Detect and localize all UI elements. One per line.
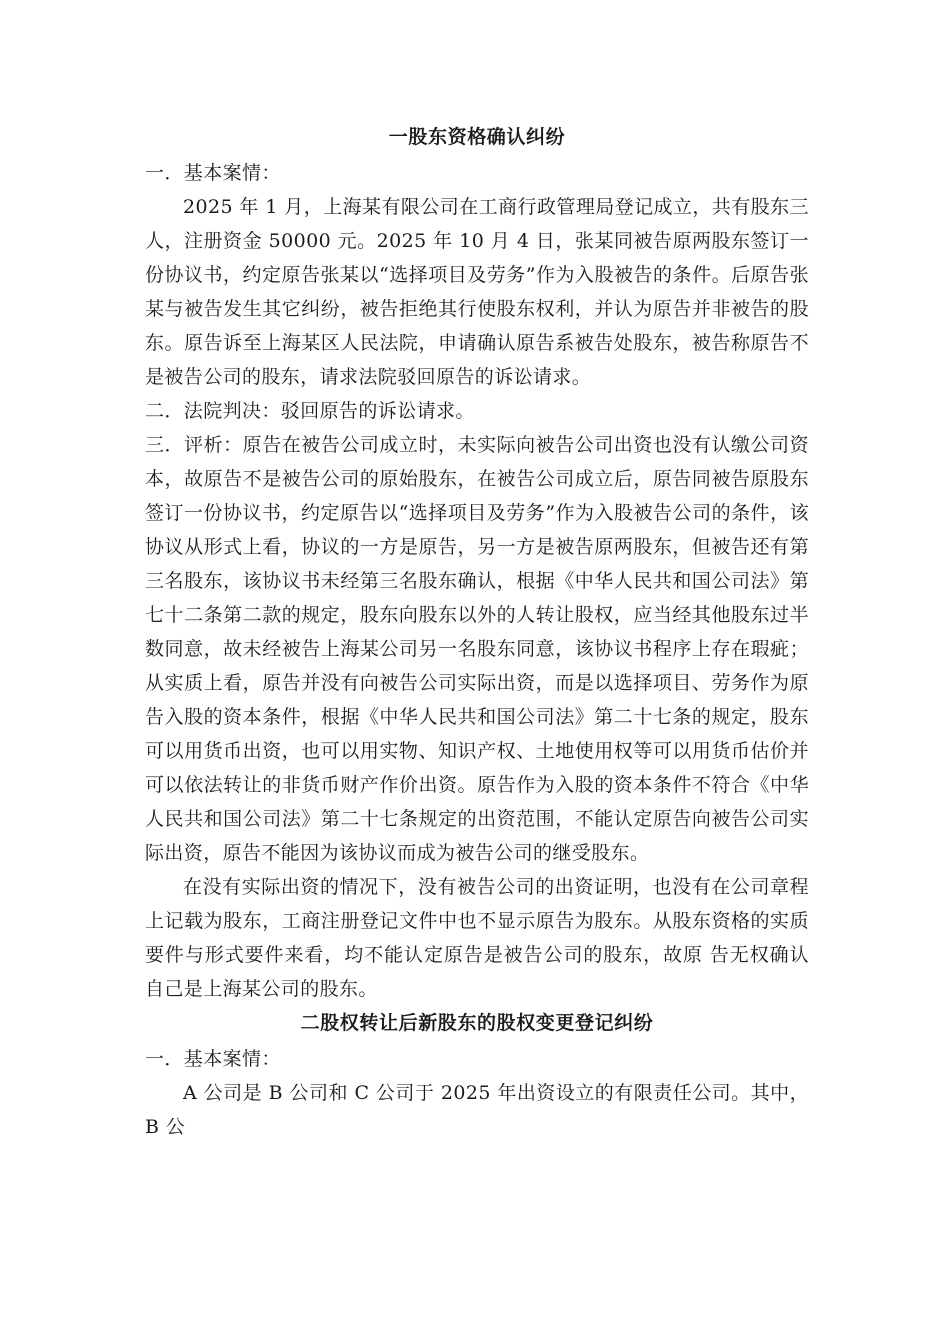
case-1-analysis: 三．评析：原告在被告公司成立时，未实际向被告公司出资也没有认缴公司资本，故原告不是被告公司的原始股东，在被告公司成立后，原告同被告原股东签订一份协议书，约定原告以“选择项目及劳务”作为入股被告公司的条件，该协议从形式上看，协议的一方是原告，另一方是被告原两股东，但被告还有第三名股东，该协议书未经第三名股东确认，根据《中华人民共和国公司法》第七十二条第二款的规定，股东向股东以外的人转让股权，应当经其他股东过半数同意，故未经被告上海某公司另一名股东同意，该协议书程序上存在瑕疵；从实质上看，原告并没有向被告公司实际出资，而是以选择项目、劳务作为原告入股的资本条件，根据《中华人民共和国公司法》第二十七条的规定，股东可以用货币出资，也可以用实物、知识产权、土地使用权等可以用货币估价并可以依法转让的非货币财产作价出资。原告作为入股的资本条件不符合《中华人民共和国公司法》第二十七条规定的出资范围，不能认定原告向被告公司实际出资，原告不能因为该协议而成为被告公司的继受股东。 (145, 434, 809, 864)
case-1-title: 一股东资格确认纠纷 (388, 126, 566, 148)
case-2-facts: A 公司是 B 公司和 C 公司于 2025 年出资设立的有限责任公司。其中，B 公 (145, 1082, 809, 1138)
document-body (145, 120, 809, 1144)
case-1-facts: 2025 年 1 月，上海某有限公司在工商行政管理局登记成立，共有股东三人，注册资金 50000 元。2025 年 10 月 4 日，张某同被告原两股东签订一份协议书，约定原告张某以“选择项目及劳务”作为入股被告的条件。后原告张某与被告发生其它纠纷，被告拒绝其行使股东权利，并认为原告并非被告的股东。原告诉至上海某区人民法院，申请确认原告系被告处股东，被告称原告不是被告公司的股东，请求法院驳回原告的诉讼请求。 (145, 196, 809, 388)
case-1-judgment: 二．法院判决：驳回原告的诉讼请求。 (145, 400, 475, 422)
case-2-basic-heading: 一．基本案情： (145, 1048, 281, 1070)
case-1-basic-heading: 一．基本案情： (145, 162, 281, 184)
case-2-title: 二股权转让后新股东的股权变更登记纠纷 (300, 1012, 654, 1034)
case-1-conclusion: 在没有实际出资的情况下，没有被告公司的出资证明，也没有在公司章程上记载为股东，工商注册登记文件中也不显示原告为股东。从股东资格的实质要件与形式要件来看，均不能认定原告是被告公司的股东，故原 告无权确认自己是上海某公司的股东。 (145, 876, 809, 1000)
